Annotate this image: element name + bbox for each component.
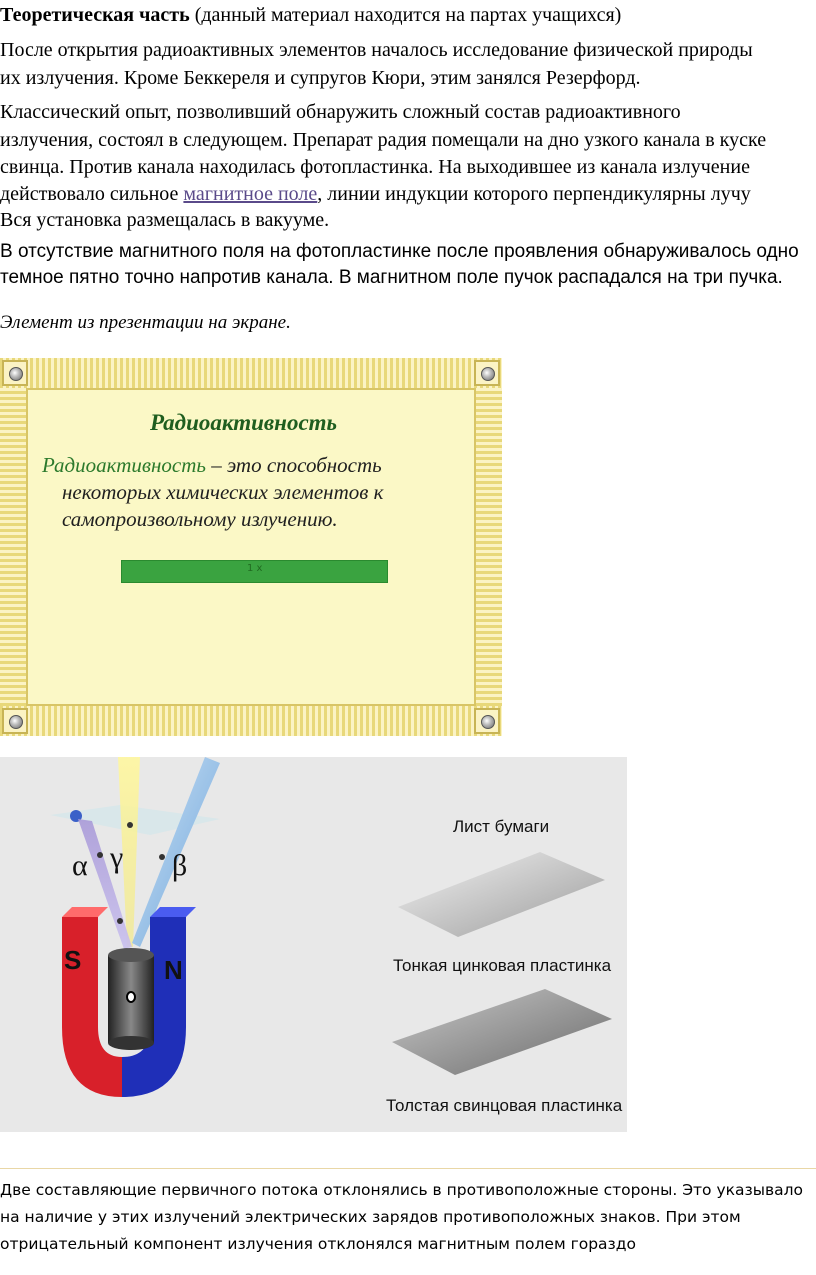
- slide-term: Радиоактивность: [42, 453, 206, 477]
- heading-bold: Теоретическая часть: [0, 4, 190, 26]
- section-divider: [0, 1168, 816, 1169]
- south-pole-label: S: [64, 945, 82, 975]
- corner-knob-icon: [474, 708, 500, 734]
- presentation-caption: Элемент из презентации на экране.: [0, 312, 291, 333]
- zinc-label: Тонкая цинковая пластинка: [393, 956, 612, 975]
- heading-note: (данный материал находится на партах учащихся): [189, 4, 622, 26]
- experiment-line: свинца. Против канала находилась фотопластинка. На выходившее из канала излучение: [0, 156, 750, 178]
- experiment-text: действовало сильное: [0, 183, 184, 205]
- slide-def-line: самопроизвольному излучению.: [62, 507, 338, 531]
- experiment-line: Вся установка размещалась в вакууме.: [0, 209, 330, 231]
- intro-line: После открытия радиоактивных элементов началось исследование физической природы: [0, 39, 753, 61]
- slide-def-line: некоторых химических элементов к: [62, 480, 384, 504]
- slide-def-text: – это способность: [205, 453, 382, 477]
- diagram-illustration: [0, 757, 627, 1132]
- slide-progress-bar: [121, 560, 388, 583]
- section-heading: [0, 2, 816, 28]
- corner-knob-icon: [2, 360, 28, 386]
- slide-bar-text: 1 х: [247, 563, 263, 574]
- experiment-text: , линии индукции которого перпендикулярны лучу: [317, 183, 751, 205]
- experiment-line: [0, 180, 816, 208]
- corner-knob-icon: [2, 708, 28, 734]
- intro-line: их излучения. Кроме Беккереля и супругов Кюри, этим занялся Резерфорд.: [0, 67, 641, 89]
- bottom-line: Две составляющие первичного потока отклонялись в противоположные стороны. Это указывало: [0, 1181, 803, 1199]
- paper-label: Лист бумаги: [453, 817, 550, 836]
- bottom-line: отрицательный компонент излучения отклонялся магнитным полем гораздо: [0, 1235, 636, 1253]
- lead-label: Толстая свинцовая пластинка: [386, 1096, 623, 1115]
- magnetic-field-link[interactable]: магнитное поле: [183, 183, 318, 205]
- experiment-line: излучения, состоял в следующем. Препарат радия помещали на дно узкого канала в куске: [0, 129, 767, 151]
- alpha-label: α: [72, 849, 88, 882]
- slide-frame-bottom: [0, 704, 502, 736]
- bottom-line: на наличие у этих излучений электрических зарядов противоположных знаков. При этом: [0, 1208, 741, 1226]
- slide-definition: [42, 452, 383, 533]
- lead-plate: [392, 989, 612, 1075]
- radiation-diagram: [0, 757, 627, 1132]
- result-line: темное пятно точно напротив канала. В магнитном поле пучок распадался на три пучка.: [0, 267, 783, 288]
- corner-knob-icon: [474, 360, 500, 386]
- experiment-line: Классический опыт, позволивший обнаружить сложный состав радиоактивного: [0, 101, 681, 123]
- result-line: В отсутствие магнитного поля на фотопластинке после проявления обнаруживалось одно: [0, 241, 799, 262]
- north-pole-label: N: [164, 955, 183, 985]
- slide-frame-left: [0, 388, 28, 706]
- paper-plate: [398, 852, 605, 937]
- slide-frame-right: [474, 388, 502, 706]
- gamma-label: γ: [110, 841, 124, 874]
- slide-content-area: [28, 390, 474, 704]
- slide-frame-top: [0, 358, 502, 390]
- beta-label: β: [172, 849, 188, 882]
- slide-title: Радиоактивность: [150, 410, 338, 435]
